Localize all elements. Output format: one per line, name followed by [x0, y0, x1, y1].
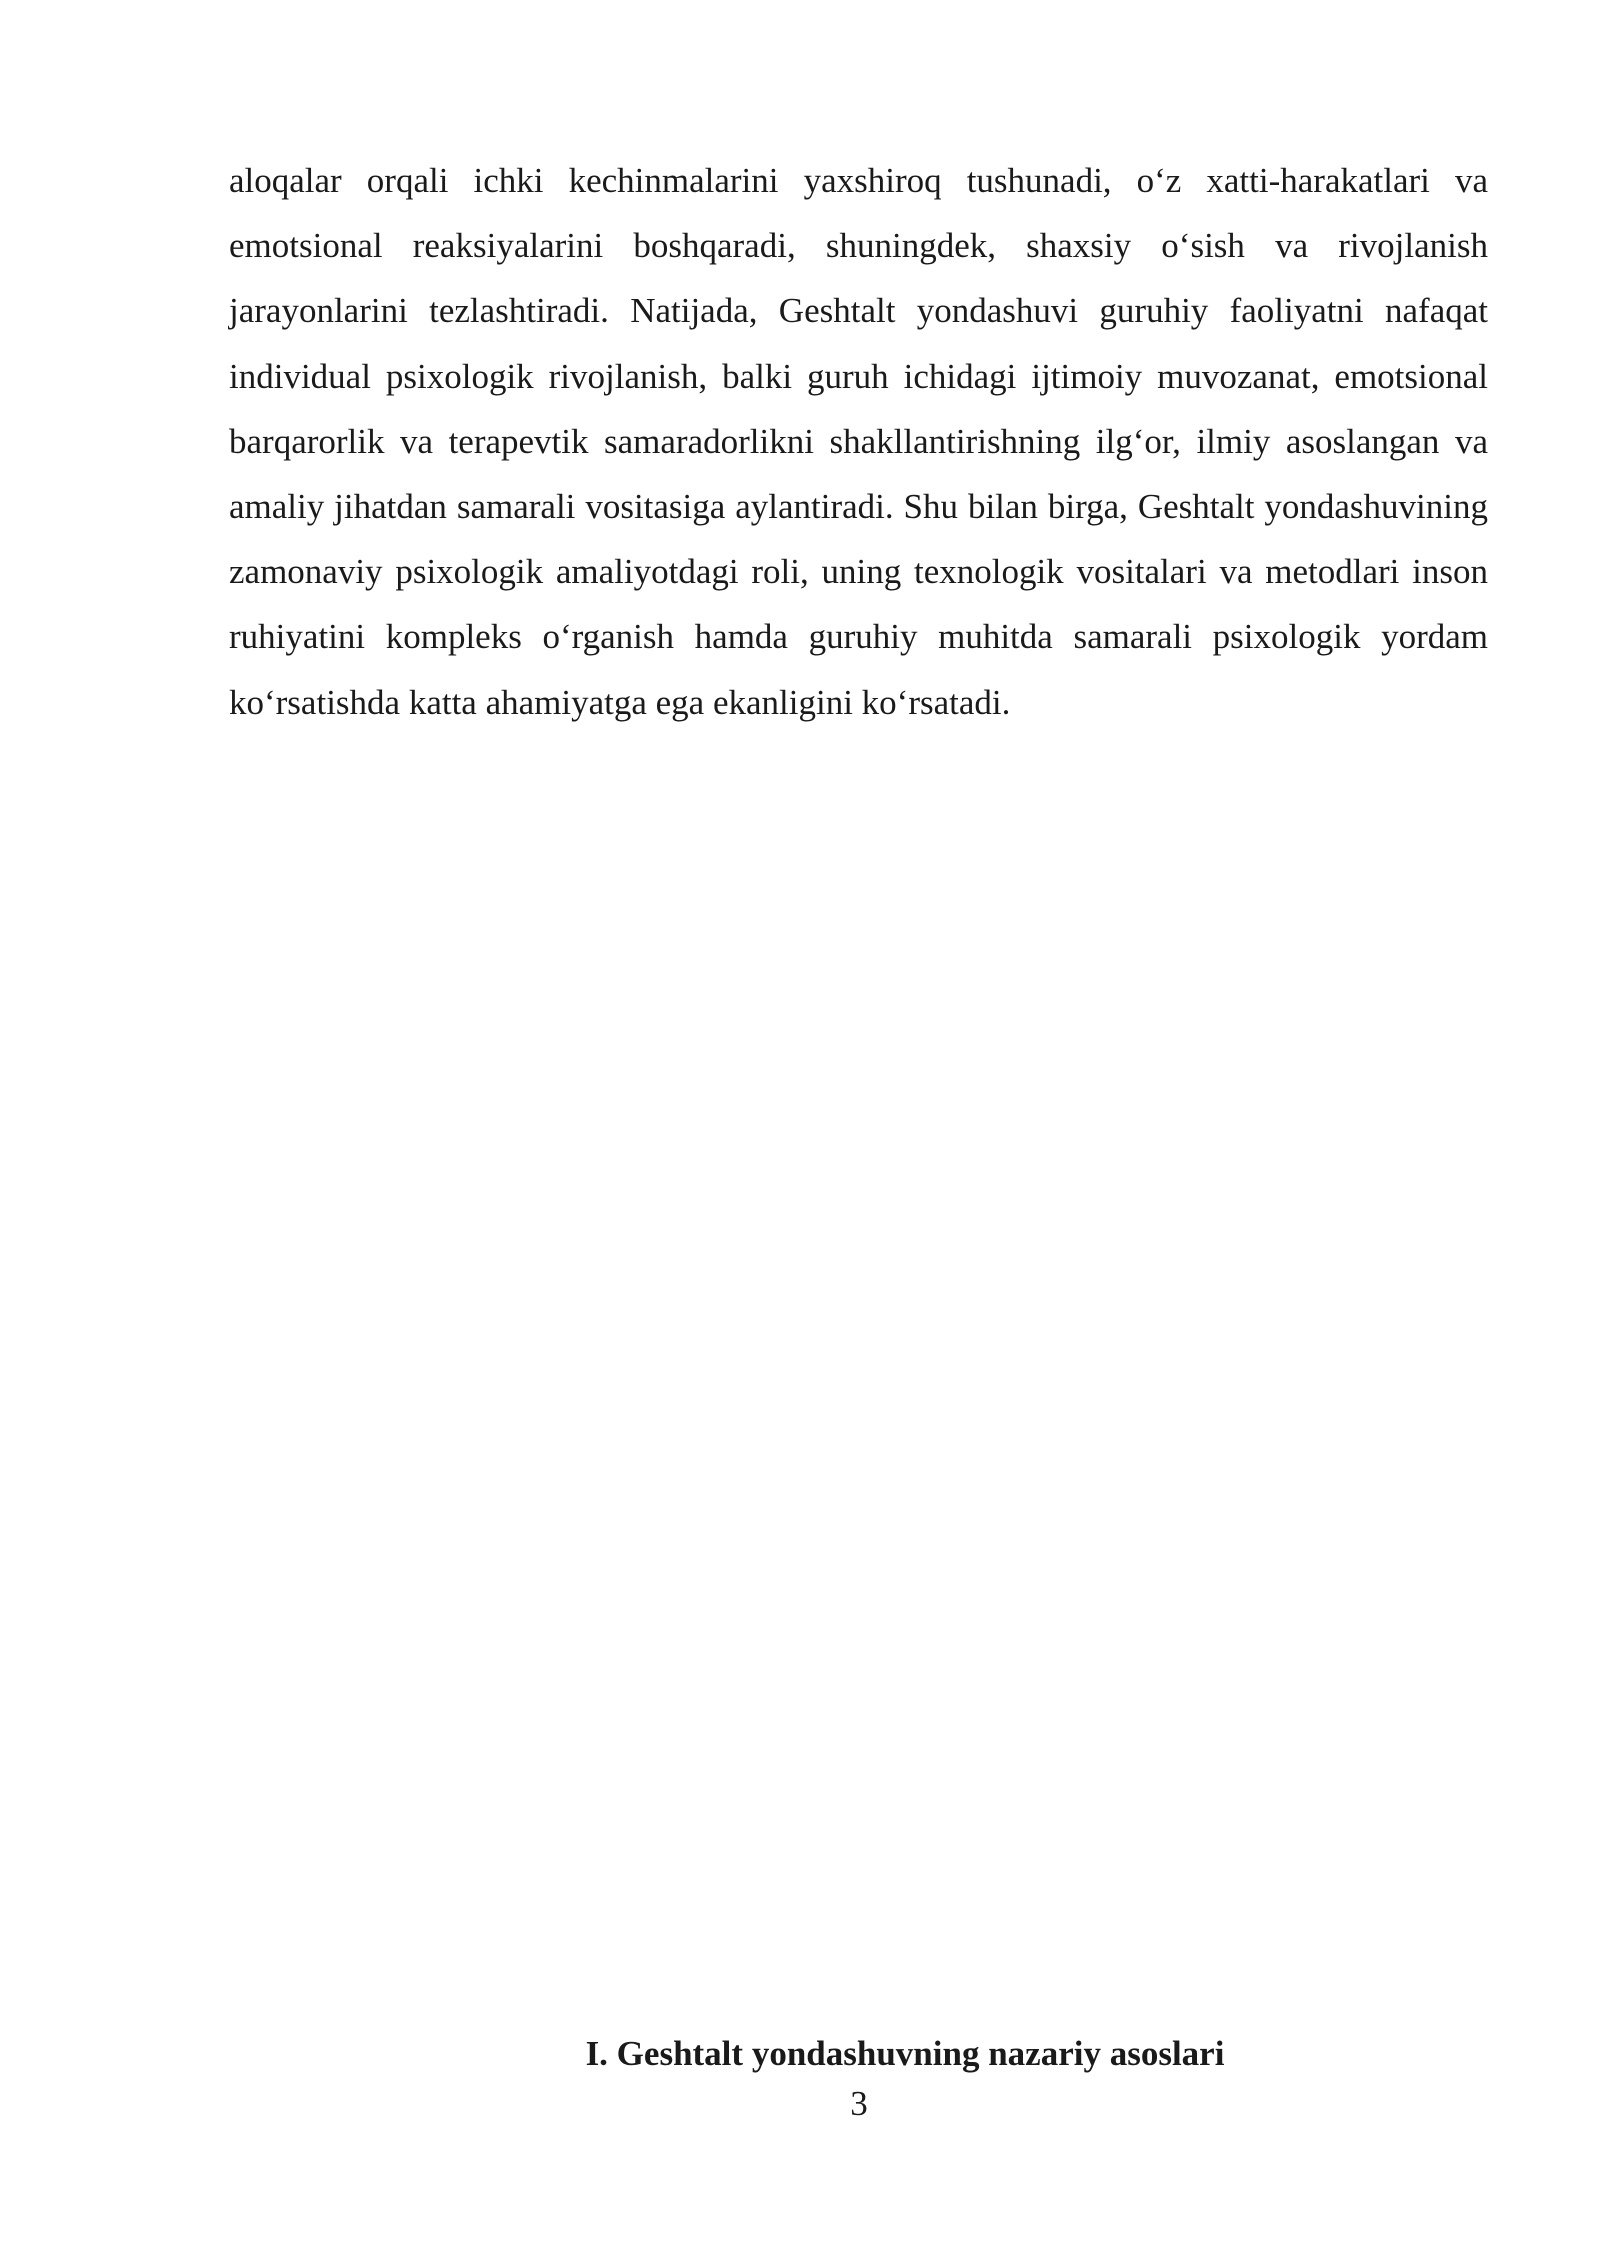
page-number: 3	[850, 2084, 868, 2123]
section-heading: I. Geshtalt yondashuvning nazariy asoslari	[585, 2034, 1225, 2073]
body-paragraph: aloqalar orqali ichki kechinmalarini yaxshiroq tushunadi, o‘z xatti-harakatlari va emotsional reaksiyalarini boshqaradi, shuningdek, shaxsiy o‘sish va rivojlanish jarayonlarini tezlashtiradi. Natijada, Geshtalt yondashuvi guruhiy faoliyatni nafaqat individual psixologik rivojlanish, balki guruh ichidagi ijtimoiy muvozanat, emotsional barqarorlik va terapevtik samaradorlikni shakllantirishning ilg‘or, ilmiy asoslangan va amaliy jihatdan samarali vositasiga aylantiradi. Shu bilan birga, Geshtalt yondashuvining zamonaviy psixologik amaliyotdagi roli, uning texnologik vositalari va metodlari inson ruhiyatini kompleks o‘rganish hamda guruhiy muhitda samarali psixologik yordam ko‘rsatishda katta ahamiyatga ega ekanligini ko‘rsatadi.	[229, 161, 1488, 722]
